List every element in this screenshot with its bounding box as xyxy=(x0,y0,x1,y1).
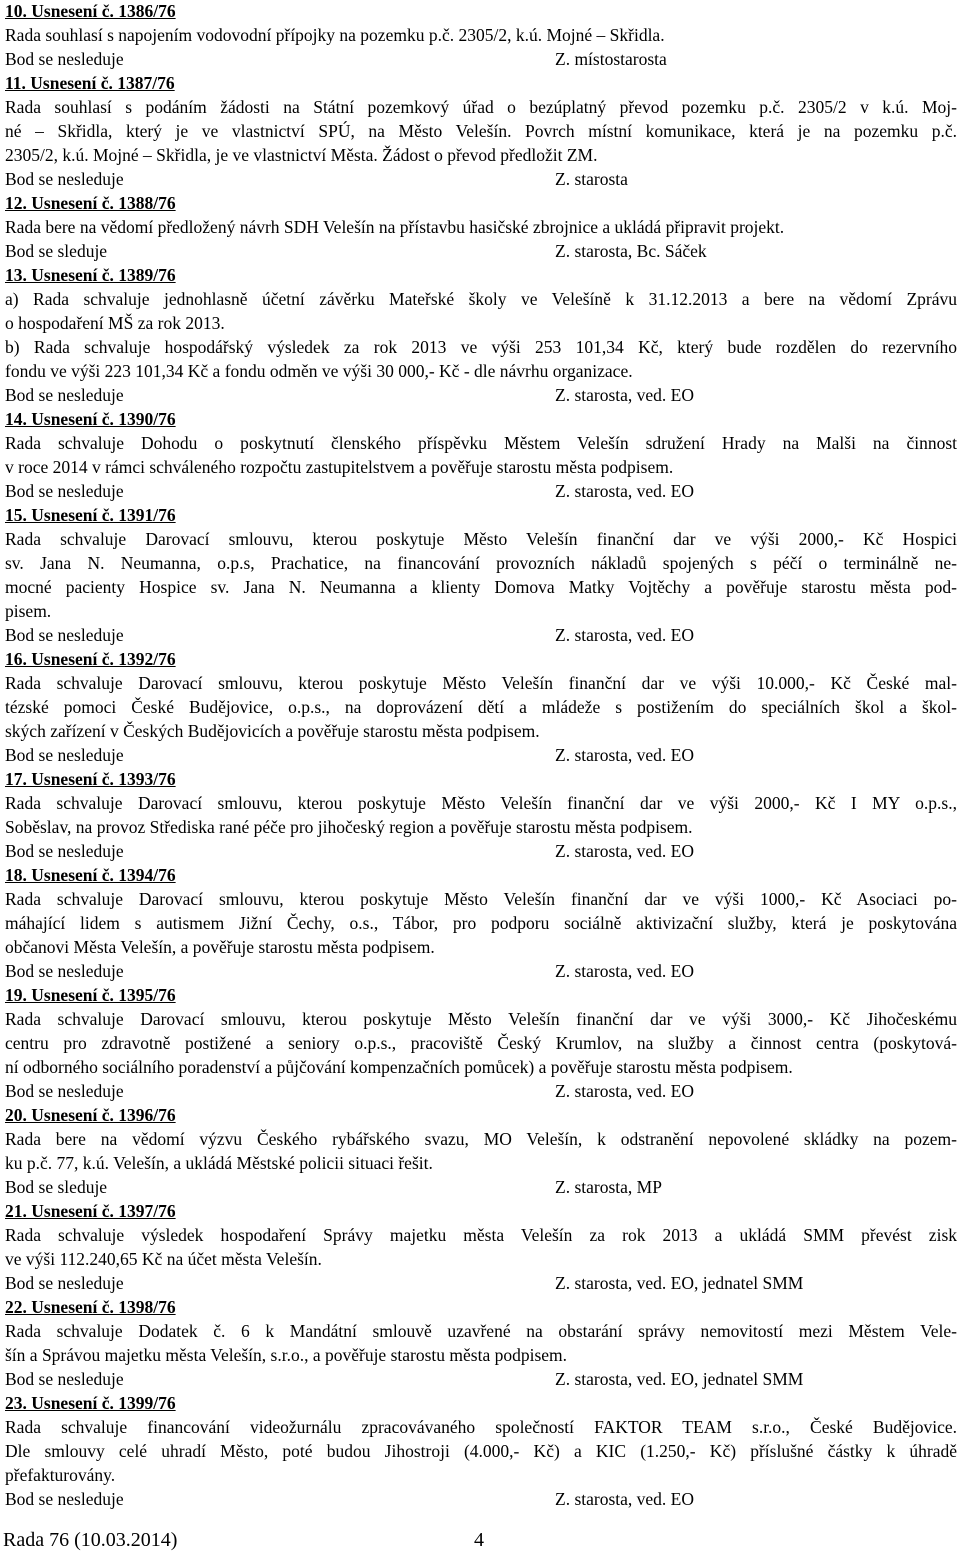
body-text-line: Rada schvaluje financování videožurnálu zpracovávaného společností FAKTOR TEAM s.r.o., České Budějovice. xyxy=(5,1417,957,1437)
tracking-status: Bod se nesleduje xyxy=(5,1273,124,1293)
tracking-status: Bod se nesleduje xyxy=(5,745,124,765)
body-text-line: fondu ve výši 223 101,34 Kč a fondu odměn ve výši 30 000,- Kč - dle návrhu organizace. xyxy=(5,361,633,381)
resolution-heading: 13. Usnesení č. 1389/76 xyxy=(5,265,176,285)
tracking-status: Bod se sleduje xyxy=(5,1177,108,1197)
body-text-line: Rada souhlasí s podáním žádosti na Státní pozemkový úřad o bezúplatný převod pozemku p.č. 2305/2 v k.ú. Moj- xyxy=(5,97,957,117)
resolution-heading: 19. Usnesení č. 1395/76 xyxy=(5,985,176,1005)
body-text-line: Rada schvaluje Darovací smlouvu, kterou poskytuje Město Velešín finanční dar ve výši 2000,- Kč Hospici xyxy=(5,529,957,549)
body-text-line: máhající lidem s autismem Jižní Čechy, o.s., Tábor, pro podporu sociálně aktivizační služby, která je poskytována xyxy=(5,913,957,933)
responsible-person: Z. starosta, ved. EO xyxy=(555,841,694,861)
resolution-heading: 12. Usnesení č. 1388/76 xyxy=(5,193,176,213)
resolution-heading: 20. Usnesení č. 1396/76 xyxy=(5,1105,176,1125)
body-text-line: ve výši 112.240,65 Kč na účet města Velešín. xyxy=(5,1249,322,1269)
responsible-person: Z. starosta, ved. EO xyxy=(555,745,694,765)
tracking-status: Bod se nesleduje xyxy=(5,169,124,189)
status-row xyxy=(5,168,957,190)
resolution-heading: 21. Usnesení č. 1397/76 xyxy=(5,1201,176,1221)
body-text-line: pisem. xyxy=(5,601,52,621)
body-text-line: a) Rada schvaluje jednohlasně účetní závěrku Mateřské školy ve Velešíně k 31.12.2013 a bere na vědomí Zprávu xyxy=(5,289,957,309)
body-text-line: ku p.č. 77, k.ú. Velešín, a ukládá Městské policii situaci řešit. xyxy=(5,1153,433,1173)
tracking-status: Bod se nesleduje xyxy=(5,385,124,405)
status-row xyxy=(5,48,957,70)
body-text-line: Rada schvaluje Darovací smlouvu, kterou poskytuje Město Velešín finanční dar ve výši 1000,- Kč Asociaci po- xyxy=(5,889,957,909)
status-row xyxy=(5,960,957,982)
resolution-heading: 16. Usnesení č. 1392/76 xyxy=(5,649,176,669)
page-number: 4 xyxy=(474,1529,484,1551)
body-text-line: ní odborného sociálního poradenství a půjčování kompenzačních pomůcek) a pověřuje starostu města podpisem. xyxy=(5,1057,793,1077)
footer-label: Rada 76 (10.03.2014) xyxy=(3,1529,178,1551)
status-row xyxy=(5,1368,957,1390)
responsible-person: Z. starosta, Bc. Sáček xyxy=(555,241,707,261)
resolution-heading: 10. Usnesení č. 1386/76 xyxy=(5,1,176,21)
body-text-line: mocné pacienty Hospice sv. Jana N. Neumanna a klienty Domova Matky Vojtěchy a pověřuje starostu města pod- xyxy=(5,577,957,597)
body-text-line: tézské pomoci České Budějovice, o.p.s., na doprovázení dětí a mládeže s postižením do speciálních škol a škol- xyxy=(5,697,957,717)
resolution-heading: 22. Usnesení č. 1398/76 xyxy=(5,1297,176,1317)
tracking-status: Bod se nesleduje xyxy=(5,481,124,501)
body-text-line: Rada schvaluje Darovací smlouvu, kterou poskytuje Město Velešín finanční dar ve výši 3000,- Kč Jihočeskému xyxy=(5,1009,957,1029)
tracking-status: Bod se nesleduje xyxy=(5,1369,124,1389)
tracking-status: Bod se nesleduje xyxy=(5,1489,124,1509)
tracking-status: Bod se nesleduje xyxy=(5,1081,124,1101)
responsible-person: Z. starosta, ved. EO xyxy=(555,961,694,981)
status-row xyxy=(5,240,957,262)
body-text-line: né – Skřidla, který je ve vlastnictví SPÚ, na Město Velešín. Povrch místní komunikace, která je na pozemku p.č. xyxy=(5,121,957,141)
responsible-person: Z. místostarosta xyxy=(555,49,667,69)
tracking-status: Bod se nesleduje xyxy=(5,961,124,981)
body-text-line: centru pro zdravotně postižené a seniory o.p.s., pracoviště Český Krumlov, na služby a činnost centra (poskytová- xyxy=(5,1033,957,1053)
resolution-heading: 11. Usnesení č. 1387/76 xyxy=(5,73,175,93)
responsible-person: Z. starosta, ved. EO xyxy=(555,385,694,405)
body-text-line: Soběslav, na provoz Střediska rané péče pro jihočeský region a pověřuje starostu města podpisem. xyxy=(5,817,693,837)
body-text-line: sv. Jana N. Neumanna, o.p.s, Prachatice, na financování provozních nákladů spojených s péčí o terminálně ne- xyxy=(5,553,957,573)
body-text-line: Rada schvaluje výsledek hospodaření Správy majetku města Velešín za rok 2013 a ukládá SMM převést zisk xyxy=(5,1225,957,1245)
responsible-person: Z. starosta, ved. EO xyxy=(555,1081,694,1101)
status-row xyxy=(5,1488,957,1510)
responsible-person: Z. starosta, ved. EO, jednatel SMM xyxy=(555,1273,804,1293)
status-row xyxy=(5,624,957,646)
status-row xyxy=(5,1272,957,1294)
tracking-status: Bod se nesleduje xyxy=(5,841,124,861)
body-text-line: Rada schvaluje Dodatek č. 6 k Mandátní smlouvě uzavřené na obstarání správy nemovitostí mezi Městem Vele- xyxy=(5,1321,957,1341)
body-text-line: b) Rada schvaluje hospodářský výsledek za rok 2013 ve výši 253 101,34 Kč, který bude rozdělen do rezervního xyxy=(5,337,957,357)
body-text-line: Rada schvaluje Dohodu o poskytnutí členského příspěvku Městem Velešín sdružení Hrady na Malši na činnost xyxy=(5,433,957,453)
tracking-status: Bod se sleduje xyxy=(5,241,108,261)
status-row xyxy=(5,1080,957,1102)
status-row xyxy=(5,384,957,406)
responsible-person: Z. starosta xyxy=(555,169,628,189)
body-text-line: Rada souhlasí s napojením vodovodní přípojky na pozemku p.č. 2305/2, k.ú. Mojné – Skřidla. xyxy=(5,25,665,45)
responsible-person: Z. starosta, ved. EO xyxy=(555,1489,694,1509)
responsible-person: Z. starosta, MP xyxy=(555,1177,662,1197)
status-row xyxy=(5,480,957,502)
body-text-line: 2305/2, k.ú. Mojné – Skřidla, je ve vlastnictví Města. Žádost o převod předložit ZM. xyxy=(5,145,598,165)
body-text-line: v roce 2014 v rámci schváleného rozpočtu zastupitelstvem a pověřuje starostu města podpisem. xyxy=(5,457,674,477)
status-row xyxy=(5,744,957,766)
responsible-person: Z. starosta, ved. EO xyxy=(555,481,694,501)
body-text-line: Rada schvaluje Darovací smlouvu, kterou poskytuje Město Velešín finanční dar ve výši 2000,- Kč I MY o.p.s., xyxy=(5,793,957,813)
resolution-heading: 15. Usnesení č. 1391/76 xyxy=(5,505,176,525)
status-row xyxy=(5,840,957,862)
resolution-heading: 14. Usnesení č. 1390/76 xyxy=(5,409,176,429)
body-text-line: Rada bere na vědomí předložený návrh SDH Velešín na přístavbu hasičské zbrojnice a ukládá připravit projekt. xyxy=(5,217,785,237)
body-text-line: šín a Správou majetku města Velešín, s.r.o., a pověřuje starostu města podpisem. xyxy=(5,1345,568,1365)
responsible-person: Z. starosta, ved. EO, jednatel SMM xyxy=(555,1369,804,1389)
tracking-status: Bod se nesleduje xyxy=(5,49,124,69)
resolution-heading: 23. Usnesení č. 1399/76 xyxy=(5,1393,176,1413)
resolution-heading: 18. Usnesení č. 1394/76 xyxy=(5,865,176,885)
status-row xyxy=(5,1176,957,1198)
body-text-line: Rada bere na vědomí výzvu Českého rybářského svazu, MO Velešín, k odstranění nepovolené skládky na pozem- xyxy=(5,1129,957,1149)
tracking-status: Bod se nesleduje xyxy=(5,625,124,645)
body-text-line: přefakturovány. xyxy=(5,1465,116,1485)
body-text-line: Dle smlouvy celé uhradí Město, poté budou Jihostroji (4.000,- Kč) a KIC (1.250,- Kč) příslušné částky k úhradě xyxy=(5,1441,957,1461)
body-text-line: ských zařízení v Českých Budějovicích a pověřuje starostu města podpisem. xyxy=(5,721,540,741)
responsible-person: Z. starosta, ved. EO xyxy=(555,625,694,645)
body-text-line: Rada schvaluje Darovací smlouvu, kterou poskytuje Město Velešín finanční dar ve výši 10.000,- Kč České mal- xyxy=(5,673,957,693)
body-text-line: o hospodaření MŠ za rok 2013. xyxy=(5,313,225,333)
resolution-heading: 17. Usnesení č. 1393/76 xyxy=(5,769,176,789)
body-text-line: občanovi Města Velešín, a pověřuje starostu města podpisem. xyxy=(5,937,435,957)
